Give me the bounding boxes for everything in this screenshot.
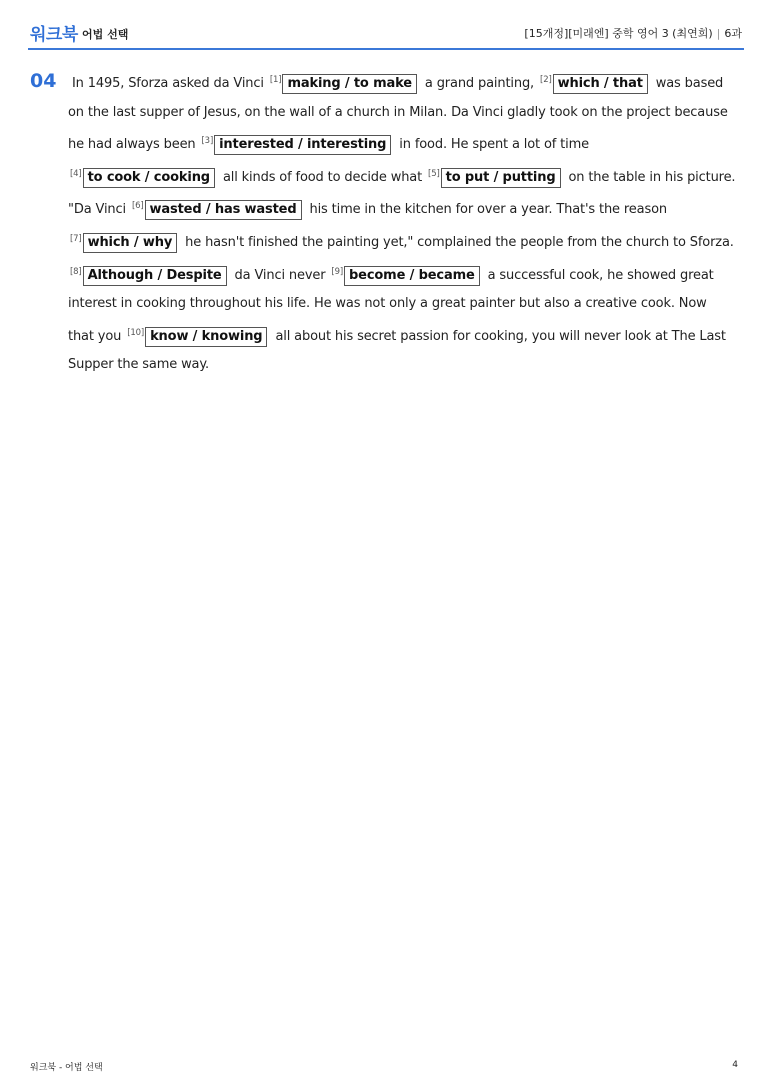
choice-box[interactable]: making / to make [282,74,416,94]
passage-text [68,66,736,380]
blank-number: [4] [70,168,82,179]
passage-segment: a grand painting, [420,76,539,91]
grammar-choice-blank[interactable] [268,76,421,91]
choice-box[interactable]: to put / putting [441,168,561,188]
choice-box[interactable]: to cook / cooking [83,168,215,188]
passage-segment: he hasn't finished the painting yet," complained the people from the church to Sforza. [181,234,734,250]
grammar-choice-blank[interactable] [426,170,564,185]
brand-subtitle: 어법 선택 [82,28,129,41]
passage-segment: on the table in his picture. "Da Vinci [68,169,736,218]
blank-number: [6] [131,201,144,212]
grammar-choice-blank[interactable] [538,76,652,91]
header-separator: | [716,27,721,40]
grammar-choice-blank[interactable] [68,235,181,250]
passage-segment: was based on the last supper of Jesus, on the wall of a church in Milan. Da Vinci gladly took on the project because he had always been [68,76,728,153]
passage-segment: all about his secret passion for cooking, you will never look at The Last Supper the same way. [68,328,726,373]
lesson-label: 6과 [724,27,742,40]
blank-number: [1] [269,75,282,85]
grammar-choice-blank[interactable] [200,137,396,152]
header-source-info [524,25,742,41]
choice-box[interactable]: become / became [344,266,480,286]
choice-box[interactable]: wasted / has wasted [145,200,302,220]
passage-segment: da Vinci never [230,267,330,283]
page-header [28,18,744,50]
choice-box[interactable]: which / that [553,74,648,94]
passage-segment: a successful cook, he showed great interest in cooking throughout his life. He was not only a great painter but also a creative cook. Now that you [68,267,714,344]
footer-label: 워크북 - 어법 선택 [30,1063,103,1073]
source-title: [15개정][미래엔] 중학 영어 3 (최연희) [524,27,713,40]
blank-number: [2] [540,75,552,85]
blank-number: [5] [428,168,440,179]
passage-segment: his time in the kitchen for over a year. That's the reason [305,202,667,218]
choice-box[interactable]: know / knowing [145,327,267,347]
grammar-choice-blank[interactable] [68,268,231,283]
blank-number: [3] [201,136,214,147]
page-number: 4 [732,1060,738,1070]
passage-segment: In 1495, Sforza asked da Vinci [72,76,268,91]
grammar-choice-blank[interactable] [329,268,483,283]
blank-number: [8] [70,266,82,277]
blank-number: [9] [331,266,344,277]
question-number: 04 [30,70,57,92]
choice-box[interactable]: interested / interesting [214,135,391,155]
blank-number: [7] [70,233,82,244]
brand-title: 워크북 [30,25,78,45]
grammar-choice-blank[interactable] [130,202,306,217]
passage-segment: all kinds of food to decide what [218,169,427,185]
choice-box[interactable]: Although / Despite [83,266,227,286]
grammar-choice-blank[interactable] [125,329,271,344]
passage-segment: in food. He spent a lot of time [395,137,589,153]
choice-box[interactable]: which / why [83,233,178,253]
blank-number: [10] [127,327,145,338]
grammar-choice-blank[interactable] [68,170,219,185]
